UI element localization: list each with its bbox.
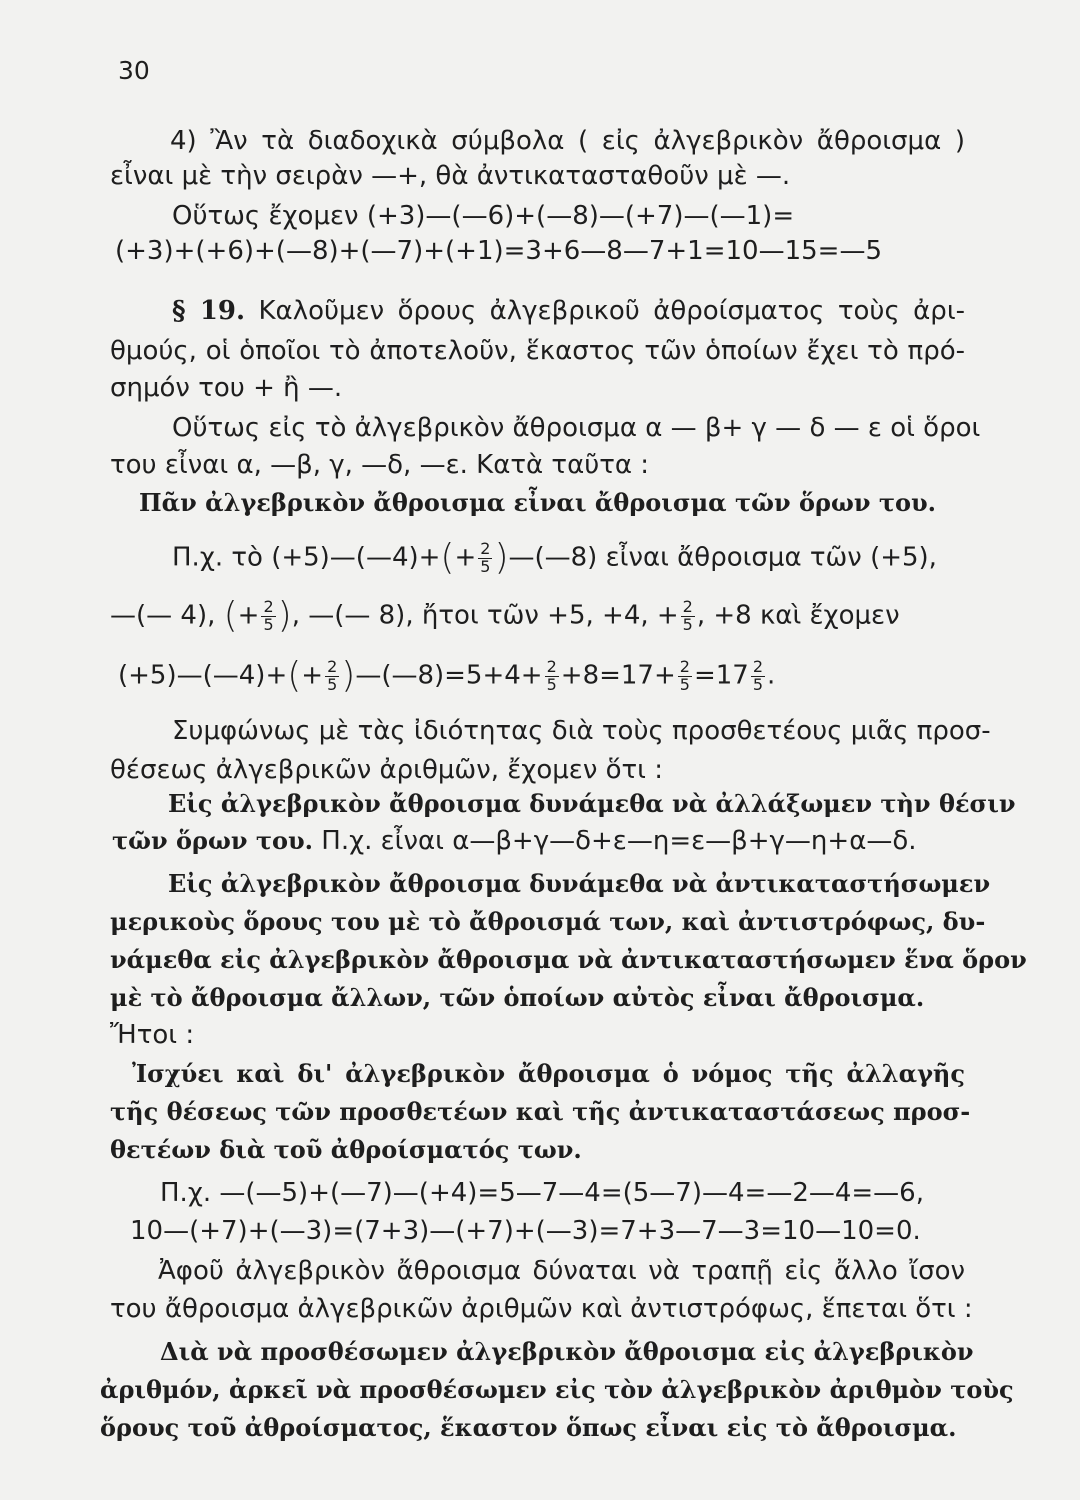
text-line: Συμφώνως μὲ τὰς ἰδιότητας διὰ τοὺς προσθετέους μιᾶς προσ- (172, 716, 991, 746)
example-line (118, 655, 965, 696)
sign: + (237, 600, 260, 631)
numerator: 2 (546, 656, 557, 676)
text-line: του εἶναι α, —β, γ, —δ, —ε. Κατὰ ταῦτα : (110, 450, 650, 480)
rule-statement: τῆς θέσεως τῶν προσθετέων καὶ τῆς ἀντικαταστάσεως προσ- (110, 1097, 971, 1126)
equation-line: (+3)+(+6)+(—8)+(—7)+(+1)=3+6—8—7+1=10—15=—5 (115, 236, 882, 266)
text-span: —(— 4), (110, 600, 216, 631)
paren-close: ) (494, 537, 509, 578)
numerator: 2 (679, 656, 690, 676)
example-line (172, 537, 965, 578)
numerator: 2 (263, 596, 274, 616)
text-line: εἶναι μὲ τὴν σειρὰν —+, θὰ ἀντικατασταθοῦν μὲ —. (110, 161, 791, 191)
denominator: 5 (752, 674, 764, 694)
fraction (261, 596, 275, 634)
equation-line: 10—(+7)+(—3)=(7+3)—(+7)+(—3)=7+3—7—3=10—10=0. (130, 1216, 921, 1246)
denominator: 5 (263, 614, 274, 634)
denominator: 5 (679, 674, 690, 694)
text-line: Ἤτοι : (110, 1020, 195, 1050)
fraction (325, 656, 339, 694)
fraction (545, 656, 559, 694)
rule-line (112, 828, 965, 854)
text-span: —(—8) εἶναι ἄθροισμα τῶν (+5), (508, 542, 937, 573)
text-span: +8=17+ (560, 660, 676, 691)
bold-span: τῶν ὅρων του. (112, 826, 313, 855)
numerator: 2 (327, 656, 338, 676)
text-span: Π.χ. τὸ (+5)—(—4)+ (172, 542, 441, 573)
text-span: =17 (693, 660, 749, 691)
page-number: 30 (118, 56, 150, 85)
fraction (478, 538, 492, 576)
denominator: 5 (327, 674, 338, 694)
text-line: του ἄθροισμα ἀλγεβρικῶν ἀριθμῶν καὶ ἀντιστρόφως, ἕπεται ὅτι : (110, 1294, 973, 1324)
example-line (110, 595, 965, 636)
rule-statement: Εἰς ἀλγεβρικὸν ἄθροισμα δυνάμεθα νὰ ἀντικαταστήσωμεν (168, 869, 991, 898)
section-19-line (172, 298, 965, 324)
rule-statement: ὅρους τοῦ ἀθροίσματος, ἕκαστον ὅπως εἶναι εἰς τὸ ἄθροισμα. (100, 1413, 957, 1442)
paren-open: ( (223, 595, 238, 636)
text-span: . (767, 660, 776, 691)
fraction (681, 596, 695, 634)
denominator: 5 (682, 614, 693, 634)
rule-statement: θετέων διὰ τοῦ ἀθροίσματός των. (110, 1135, 582, 1164)
sign: + (301, 660, 324, 691)
paren-open: ( (287, 655, 302, 696)
numerator: 2 (682, 596, 693, 616)
equation-line: Π.χ. —(—5)+(—7)—(+4)=5—7—4=(5—7)—4=—2—4=—6, (160, 1178, 924, 1208)
text-line: Ἀφοῦ ἀλγεβρικὸν ἄθροισμα δύναται νὰ τραπῇ εἰς ἄλλο ἴσον (158, 1256, 965, 1286)
text-span: —(—8)=5+4+ (355, 660, 543, 691)
paren-open: ( (440, 537, 455, 578)
numerator: 2 (752, 656, 764, 676)
fraction (678, 656, 692, 694)
text-span: Καλοῦμεν ὅρους ἀλγεβρικοῦ ἀθροίσματος τοὺς ἀρι- (258, 296, 965, 326)
section-mark: § 19. (172, 296, 246, 326)
rule-statement: Διὰ νὰ προσθέσωμεν ἀλγεβρικὸν ἄθροισμα εἰς ἀλγεβρικὸν (160, 1337, 974, 1366)
denominator: 5 (546, 674, 557, 694)
equation-line: Οὕτως ἔχομεν (+3)—(—6)+(—8)—(+7)—(—1)= (172, 201, 795, 231)
numerator: 2 (480, 538, 491, 558)
sign: + (454, 542, 477, 573)
denominator: 5 (480, 556, 491, 576)
rule-statement: νάμεθα εἰς ἀλγεβρικὸν ἄθροισμα νὰ ἀντικαταστήσωμεν ἕνα ὅρον (110, 945, 1027, 974)
fraction (751, 656, 765, 694)
paren-close: ) (341, 655, 356, 696)
text-span: , —(— 8), ἤτοι τῶν +5, +4, + (291, 600, 679, 631)
text-span: (+5)—(—4)+ (118, 660, 288, 691)
rule-statement: Εἰς ἀλγεβρικὸν ἄθροισμα δυνάμεθα νὰ ἀλλάξωμεν τὴν θέσιν (168, 789, 1016, 818)
rule-statement: Ἰσχύει καὶ δι' ἀλγεβρικὸν ἄθροισμα ὁ νόμος τῆς ἀλλαγῆς (132, 1059, 965, 1088)
rule-statement: ἀριθμόν, ἀρκεῖ νὰ προσθέσωμεν εἰς τὸν ἀλγεβρικὸν ἀριθμὸν τοὺς (100, 1375, 1014, 1404)
paren-close: ) (277, 595, 292, 636)
text-line: 4) Ἂν τὰ διαδοχικὰ σύμβολα ( εἰς ἀλγεβρικὸν ἄθροισμα ) (170, 126, 965, 156)
rule-statement: μὲ τὸ ἄθροισμα ἄλλων, τῶν ὁποίων αὐτὸς εἶναι ἄθροισμα. (110, 983, 925, 1012)
text-line: σημόν του + ἢ —. (110, 373, 343, 403)
text-line: θμούς, οἱ ὁποῖοι τὸ ἀποτελοῦν, ἕκαστος τῶν ὁποίων ἔχει τὸ πρό- (110, 336, 965, 366)
text-span: Π.χ. εἶναι α—β+γ—δ+ε—η=ε—β+γ—η+α—δ. (321, 826, 917, 856)
text-line: Οὕτως εἰς τὸ ἀλγεβρικὸν ἄθροισμα α — β+ γ — δ — ε οἱ ὅροι (172, 413, 981, 443)
text-line: θέσεως ἀλγεβρικῶν ἀριθμῶν, ἔχομεν ὅτι : (110, 755, 663, 785)
rule-statement: μερικοὺς ὅρους του μὲ τὸ ἄθροισμά των, καὶ ἀντιστρόφως, δυ- (110, 907, 986, 936)
text-span: , +8 καὶ ἔχομεν (696, 600, 900, 631)
rule-statement: Πᾶν ἀλγεβρικὸν ἄθροισμα εἶναι ἄθροισμα τῶν ὅρων του. (139, 488, 936, 517)
